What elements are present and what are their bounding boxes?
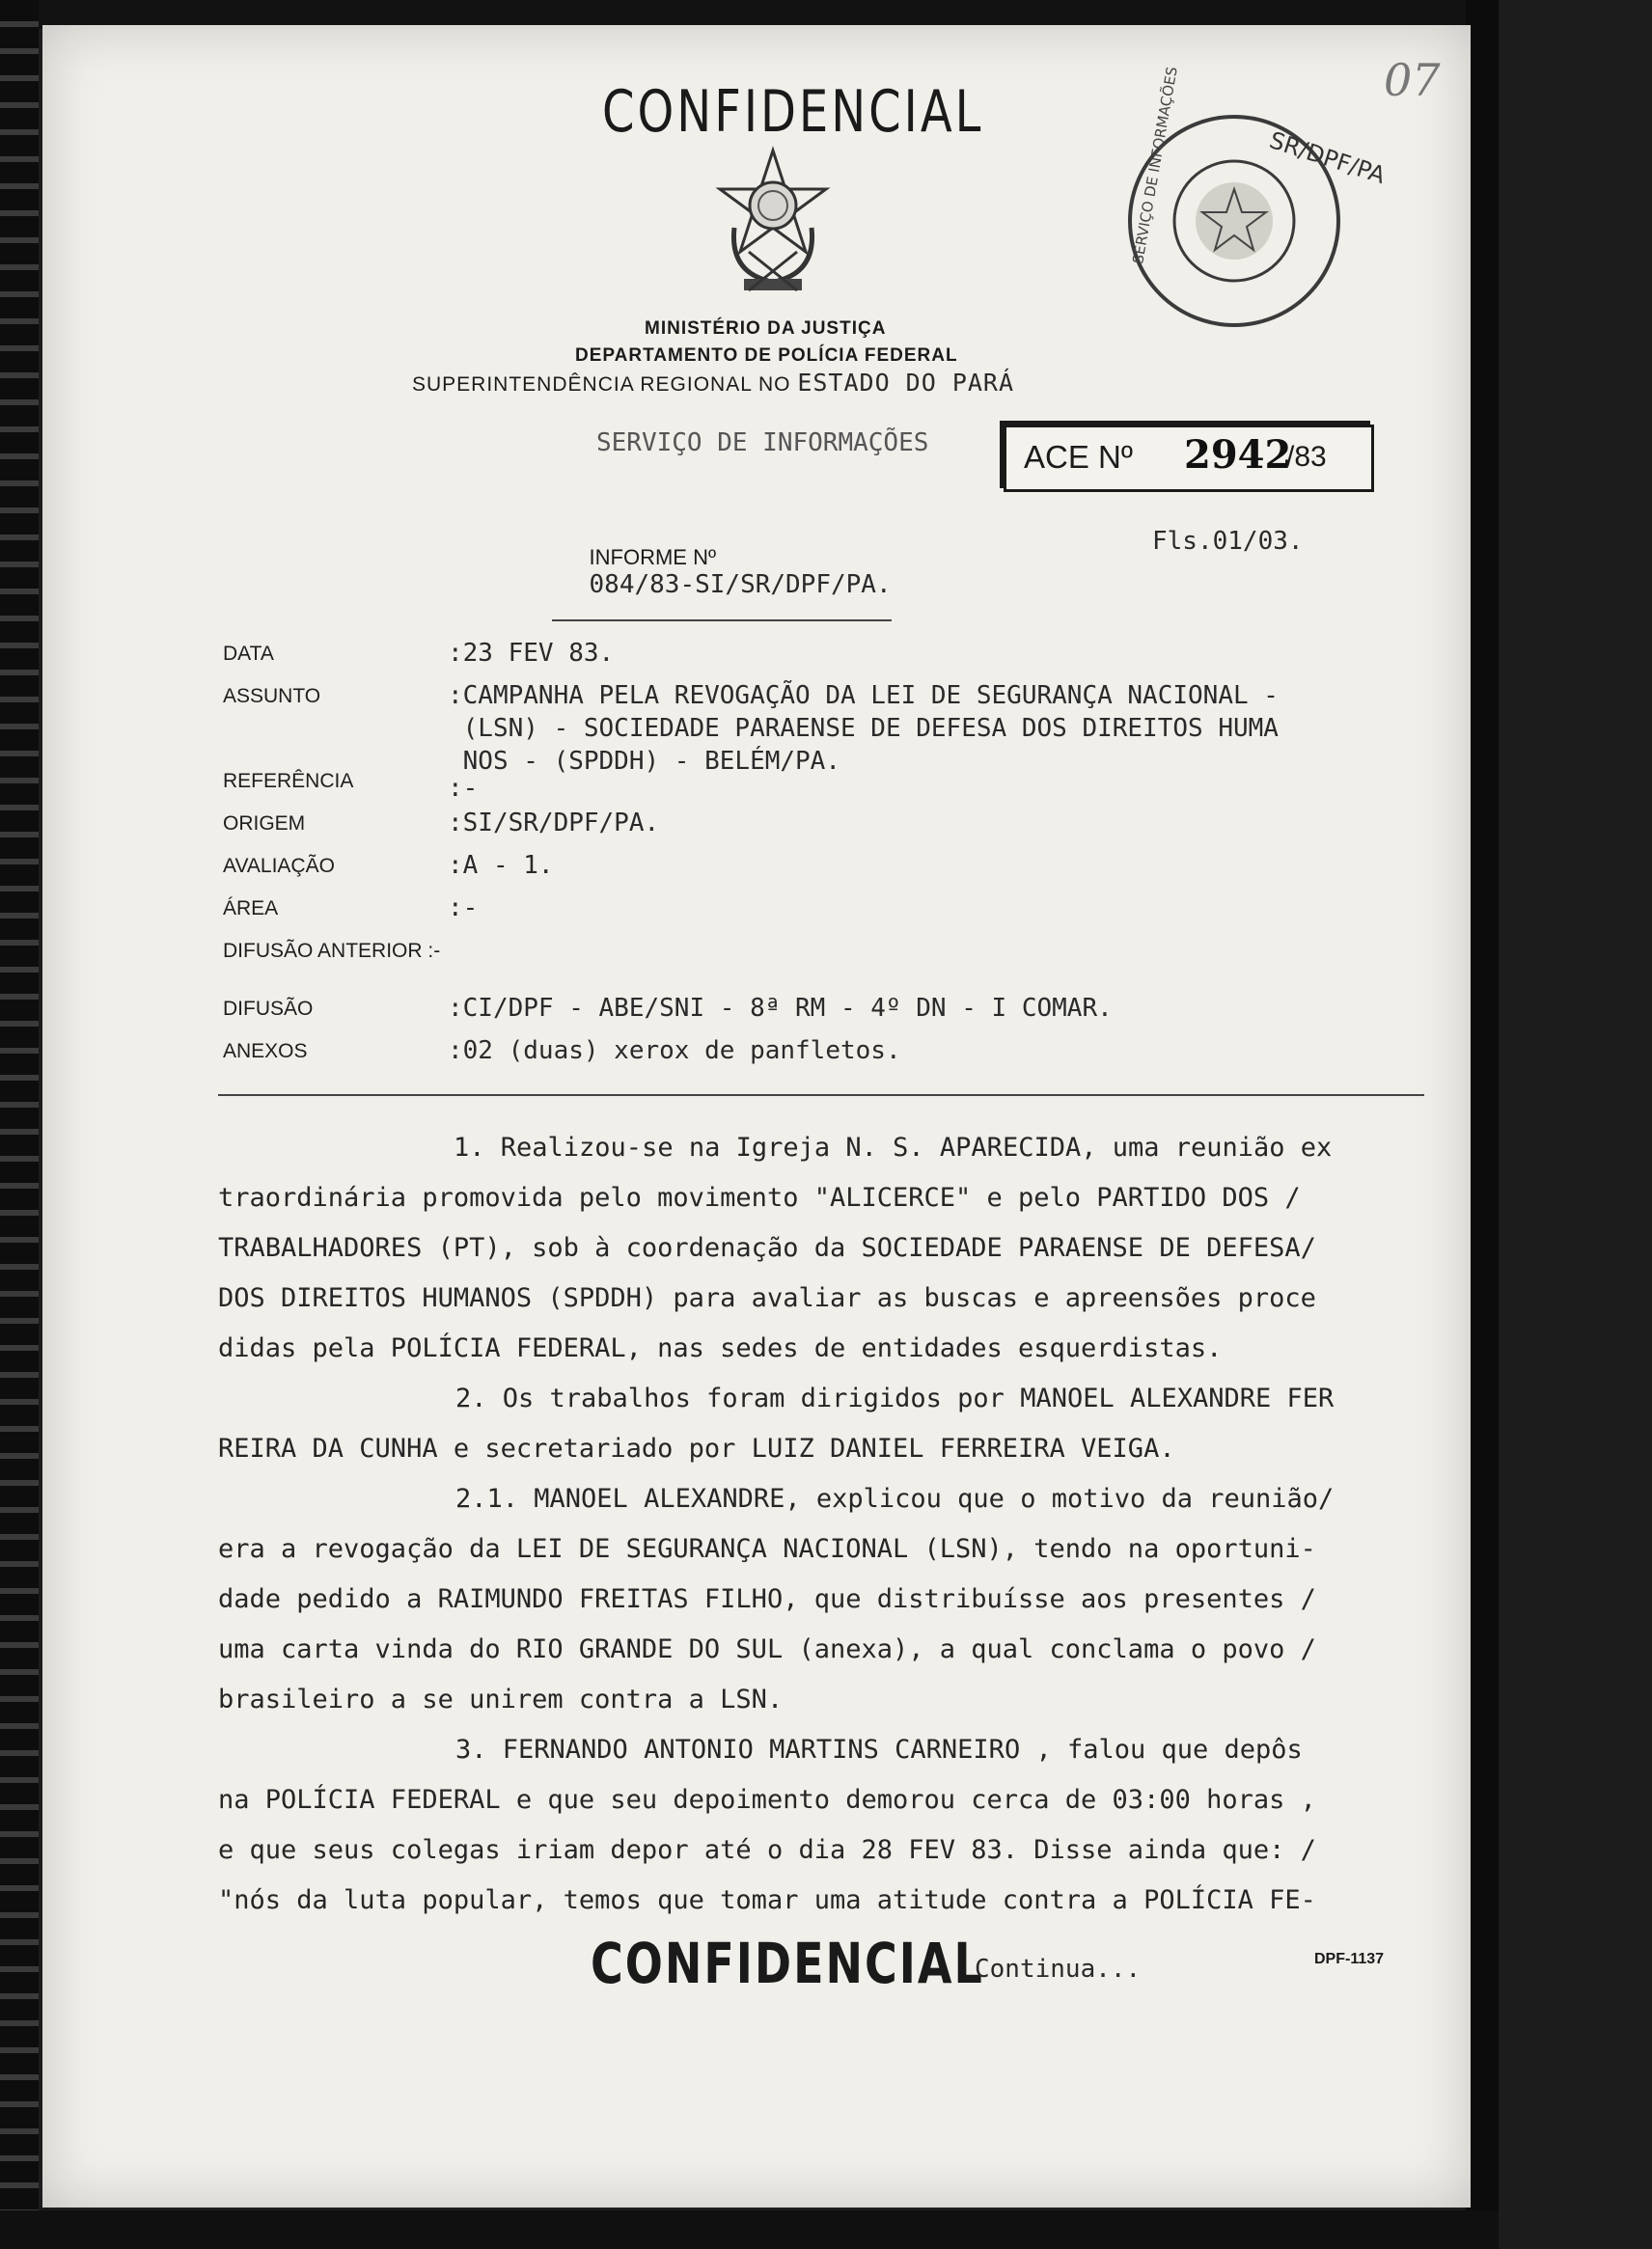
area-label: ÁREA bbox=[223, 897, 279, 919]
assunto-line-3: NOS - (SPDDH) - BELÉM/PA. bbox=[448, 747, 840, 776]
body-line-1: 1. Realizou-se na Igreja N. S. APARECIDA, uma reunião ex bbox=[454, 1133, 1333, 1163]
assunto-line-1: :CAMPANHA PELA REVOGAÇÃO DA LEI DE SEGURANÇA NACIONAL - bbox=[448, 681, 1279, 710]
body-line-5: didas pela POLÍCIA FEDERAL, nas sedes de entidades esquerdistas. bbox=[218, 1333, 1223, 1363]
body-line-6: 2. Os trabalhos foram dirigidos por MANOEL ALEXANDRE FER bbox=[455, 1384, 1335, 1413]
origem-value: :SI/SR/DPF/PA. bbox=[448, 809, 660, 837]
coat-of-arms-icon bbox=[710, 146, 836, 305]
avaliacao-label: AVALIAÇÃO bbox=[223, 855, 335, 877]
assunto-label: ASSUNTO bbox=[223, 685, 321, 707]
department-line: DEPARTAMENTO DE POLÍCIA FEDERAL bbox=[575, 345, 958, 366]
anexos-label: ANEXOS bbox=[223, 1040, 308, 1062]
body-line-8: 2.1. MANOEL ALEXANDRE, explicou que o motivo da reunião/ bbox=[455, 1484, 1335, 1514]
body-line-16: "nós da luta popular, temos que tomar uma atitude contra a POLÍCIA FE- bbox=[218, 1885, 1316, 1915]
area-value: :- bbox=[448, 893, 479, 922]
difusao-label: DIFUSÃO bbox=[223, 998, 314, 1020]
body-line-7: REIRA DA CUNHA e secretariado por LUIZ DANIEL FERREIRA VEIGA. bbox=[218, 1434, 1175, 1464]
service-line: SERVIÇO DE INFORMAÇÕES bbox=[596, 428, 929, 457]
informe-line bbox=[552, 527, 892, 621]
stamp-ring-text: SERVIÇO DE INFORMAÇÕES bbox=[1129, 65, 1181, 265]
body-line-13: 3. FERNANDO ANTONIO MARTINS CARNEIRO , falou que depôs bbox=[455, 1735, 1303, 1765]
origem-label: ORIGEM bbox=[223, 812, 306, 835]
difusao-anterior-value: :- bbox=[427, 940, 441, 962]
informe-number: 084/83-SI/SR/DPF/PA. bbox=[589, 570, 892, 599]
page-number: 07 bbox=[1384, 54, 1441, 106]
body-line-14: na POLÍCIA FEDERAL e que seu depoimento demorou cerca de 03:00 horas , bbox=[218, 1785, 1316, 1815]
data-value: :23 FEV 83. bbox=[448, 639, 615, 668]
body-line-10: dade pedido a RAIMUNDO FREITAS FILHO, que distribuísse aos presentes / bbox=[218, 1584, 1316, 1614]
referencia-label: REFERÊNCIA bbox=[223, 770, 354, 792]
film-border-bottom bbox=[0, 2210, 1499, 2249]
folio: Fls.01/03. bbox=[1152, 527, 1304, 556]
difusao-value: :CI/DPF - ABE/SNI - 8ª RM - 4º DN - I COMAR. bbox=[448, 994, 1113, 1023]
body-line-9: era a revogação da LEI DE SEGURANÇA NACIONAL (LSN), tendo na oportuni- bbox=[218, 1534, 1316, 1564]
form-code: DPF-1137 bbox=[1314, 1951, 1385, 1967]
ministry-line: MINISTÉRIO DA JUSTIÇA bbox=[645, 318, 887, 339]
body-line-11: uma carta vinda do RIO GRANDE DO SUL (anexa), a qual conclama o povo / bbox=[218, 1634, 1316, 1664]
continua-label: Continua... bbox=[975, 1955, 1142, 1984]
body-line-3: TRABALHADORES (PT), sob à coordenação da SOCIEDADE PARAENSE DE DEFESA/ bbox=[218, 1233, 1316, 1263]
film-border-right bbox=[1466, 0, 1499, 2249]
ace-year: /83 bbox=[1286, 441, 1327, 473]
body-line-4: DOS DIREITOS HUMANOS (SPDDH) para avaliar as buscas e apreensões proce bbox=[218, 1283, 1316, 1313]
body-line-15: e que seus colegas iriam depor até o dia 28 FEV 83. Disse ainda que: / bbox=[218, 1835, 1316, 1865]
informe-label: INFORME Nº bbox=[589, 545, 717, 569]
ace-number-box bbox=[1004, 425, 1374, 492]
difusao-anterior-label: DIFUSÃO ANTERIOR :- bbox=[223, 940, 441, 962]
ace-label: ACE Nº bbox=[1024, 439, 1133, 475]
separator-line bbox=[218, 1094, 1424, 1096]
superintendence-state: ESTADO DO PARÁ bbox=[797, 369, 1015, 397]
body-line-2: traordinária promovida pelo movimento "ALICERCE" e pelo PARTIDO DOS / bbox=[218, 1183, 1301, 1213]
superintendence-line: SUPERINTENDÊNCIA REGIONAL NO ESTADO DO PARÁ bbox=[412, 369, 1015, 397]
footer-classification: CONFIDENCIAL bbox=[591, 1931, 984, 1996]
data-label: DATA bbox=[223, 643, 274, 665]
assunto-line-2: (LSN) - SOCIEDADE PARAENSE DE DEFESA DOS DIREITOS HUMA bbox=[448, 714, 1279, 743]
ace-number: 2942 bbox=[1184, 432, 1292, 478]
anexos-value: :02 (duas) xerox de panfletos. bbox=[448, 1036, 901, 1065]
body-line-12: brasileiro a se unirem contra a LSN. bbox=[218, 1685, 784, 1714]
header-classification: CONFIDENCIAL bbox=[602, 78, 984, 146]
film-sprocket-strip bbox=[0, 0, 39, 2249]
stamp-top-text: SR/DPF/PA bbox=[1266, 126, 1389, 190]
referencia-value: :- bbox=[448, 774, 479, 803]
service-stamp bbox=[1123, 65, 1389, 332]
avaliacao-value: :A - 1. bbox=[448, 851, 554, 880]
document-page bbox=[42, 25, 1471, 2208]
